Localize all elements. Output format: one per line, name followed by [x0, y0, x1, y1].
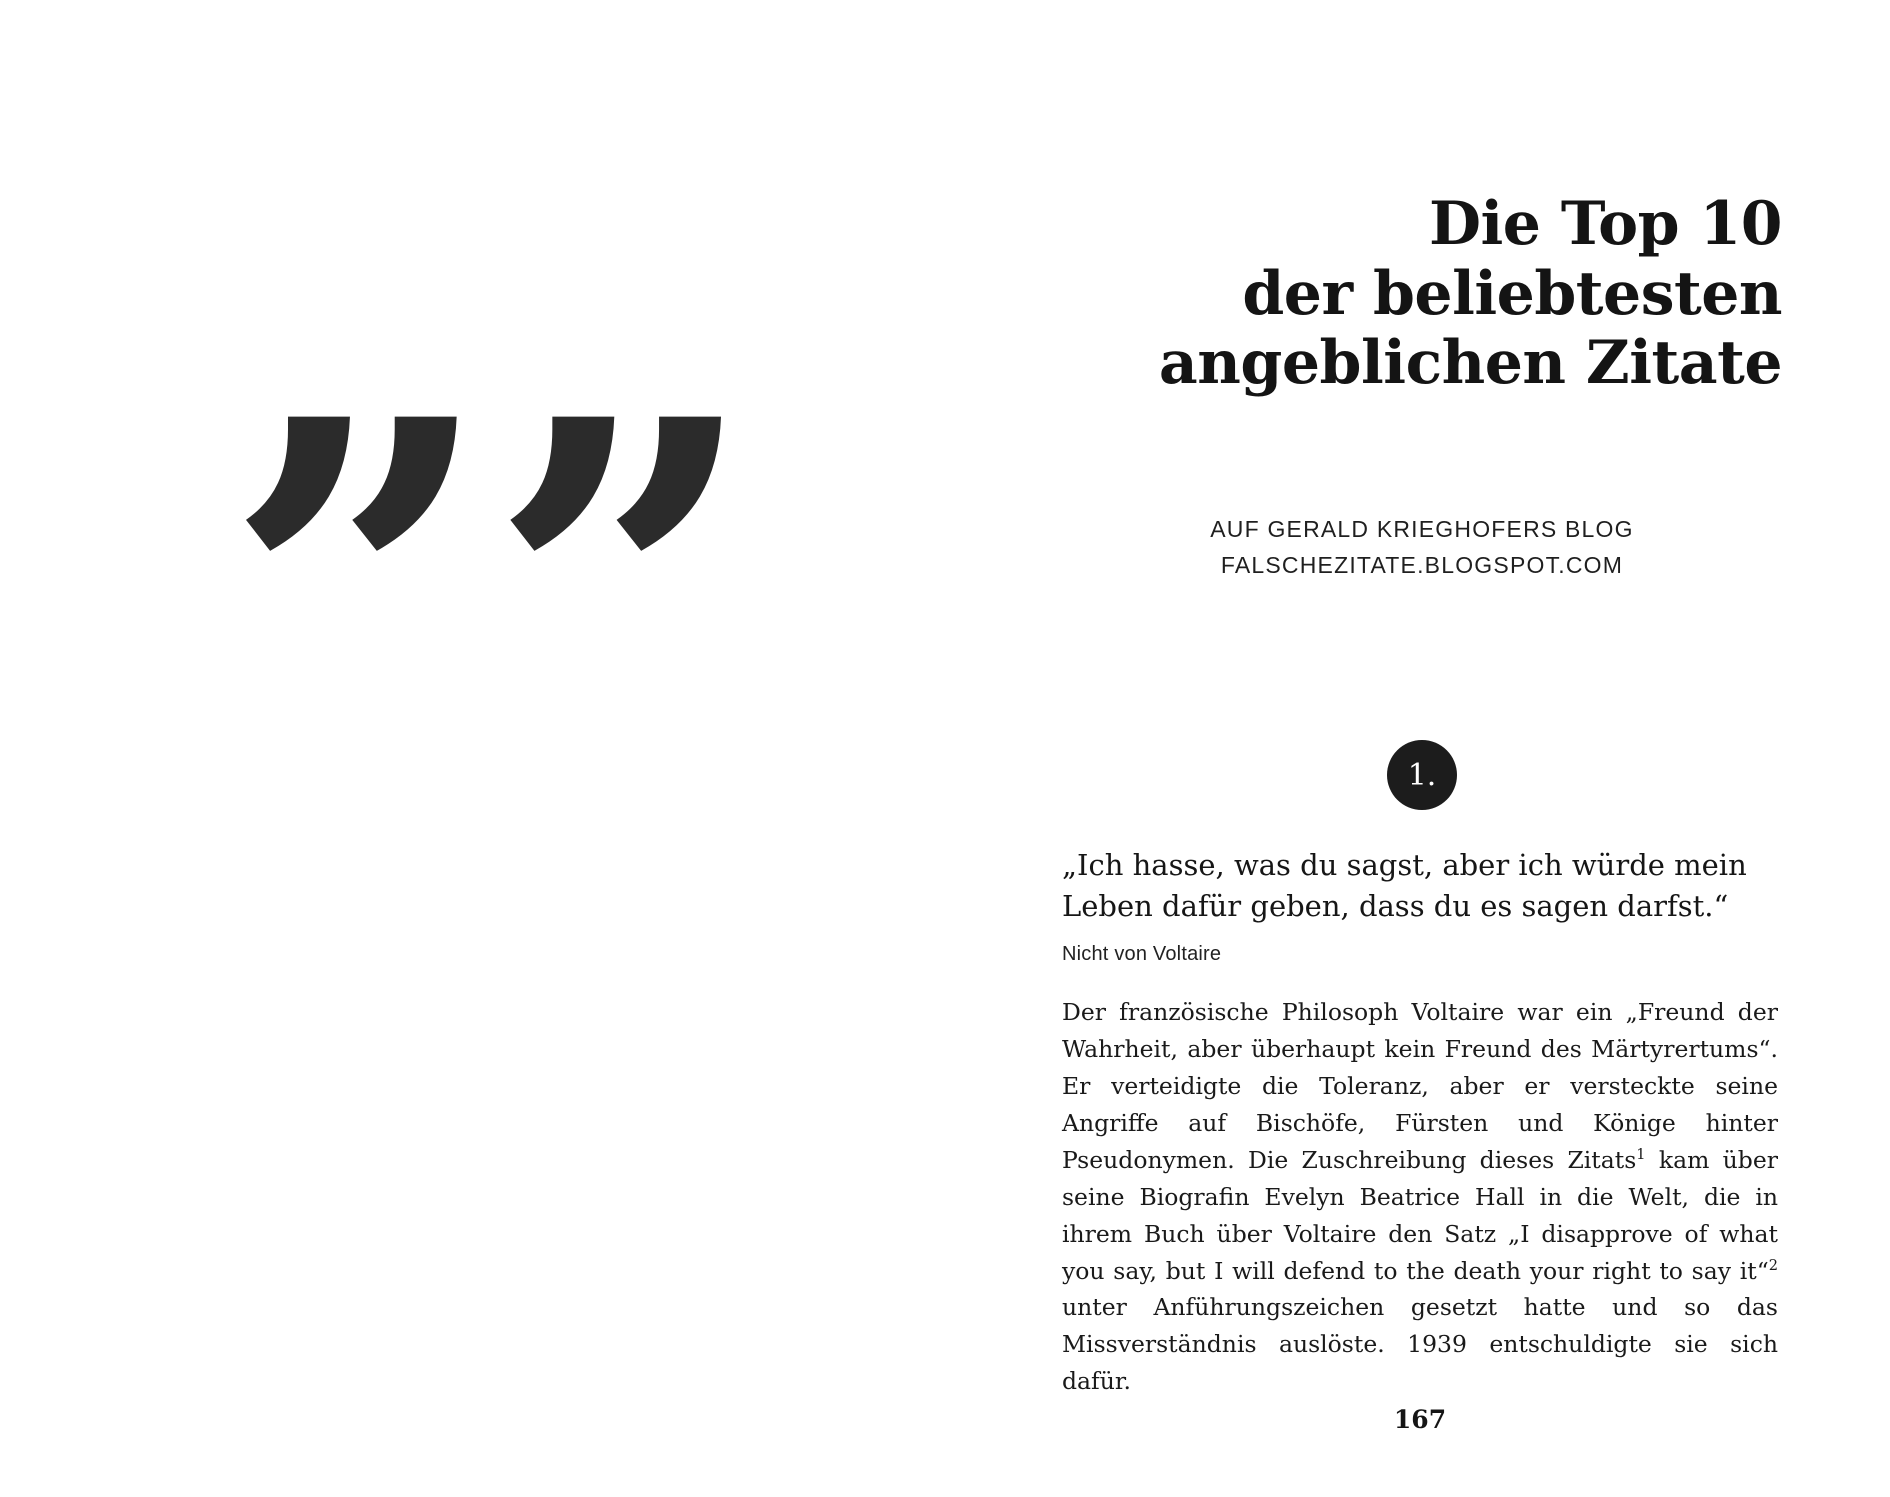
quotation-mark-glyph: „„ [232, 48, 761, 601]
entry-number-badge [1387, 740, 1457, 810]
entry-body-part-1: Der französische Philosoph Voltaire war ein „Freund der Wahrheit, aber überhaupt kein Freund des Märtyrertums“. Er verteidigte die Toleranz, aber er versteckte seine Angriffe auf Bischöfe, Fürsten und Könige hinter Pseudonymen. Die Zuschreibung dieses Zitats [1062, 998, 1778, 1174]
page-title-line-3: angeblichen Zitate [1158, 328, 1782, 399]
page-subtitle-line-2: FALSCHEZITATE.BLOGSPOT.COM [1220, 551, 1624, 578]
page-title-line-2: der beliebtesten [1242, 258, 1782, 329]
entry-attribution: Nicht von Voltaire [1062, 943, 1222, 966]
quotation-mark-icon [232, 48, 761, 601]
page-subtitle [1062, 512, 1782, 583]
entry-number-label: 1. [1407, 757, 1437, 793]
page-number: 167 [1393, 1405, 1447, 1434]
entry-body-part-2: kam über seine Biografin Evelyn Beatrice Hall in die Welt, die in ihrem Buch über Voltaire den Satz „I disapprove of what you say, but I will defend to the death your right to say it“ [1062, 1145, 1778, 1285]
content-column [1062, 0, 1782, 1497]
page-title [1062, 190, 1782, 399]
entry-quote-text: „Ich hasse, was du sagst, aber ich würde mein Leben dafür geben, dass du es sagen darfst.“ [1062, 848, 1747, 924]
quote-entry [1062, 845, 1778, 1400]
page-title-line-1: Die Top 10 [1428, 189, 1782, 259]
entry-body-part-3: unter Anführungszeichen gesetzt hatte und so das Missverständnis auslöste. 1939 entschuldigte sie sich dafür. [1062, 1293, 1778, 1396]
footnote-marker-1: 1 [1636, 1146, 1646, 1164]
page-subtitle-line-1: AUF GERALD KRIEGHOFERS BLOG [1210, 516, 1634, 542]
entry-body-text [1062, 994, 1778, 1400]
footnote-marker-2: 2 [1768, 1256, 1778, 1274]
